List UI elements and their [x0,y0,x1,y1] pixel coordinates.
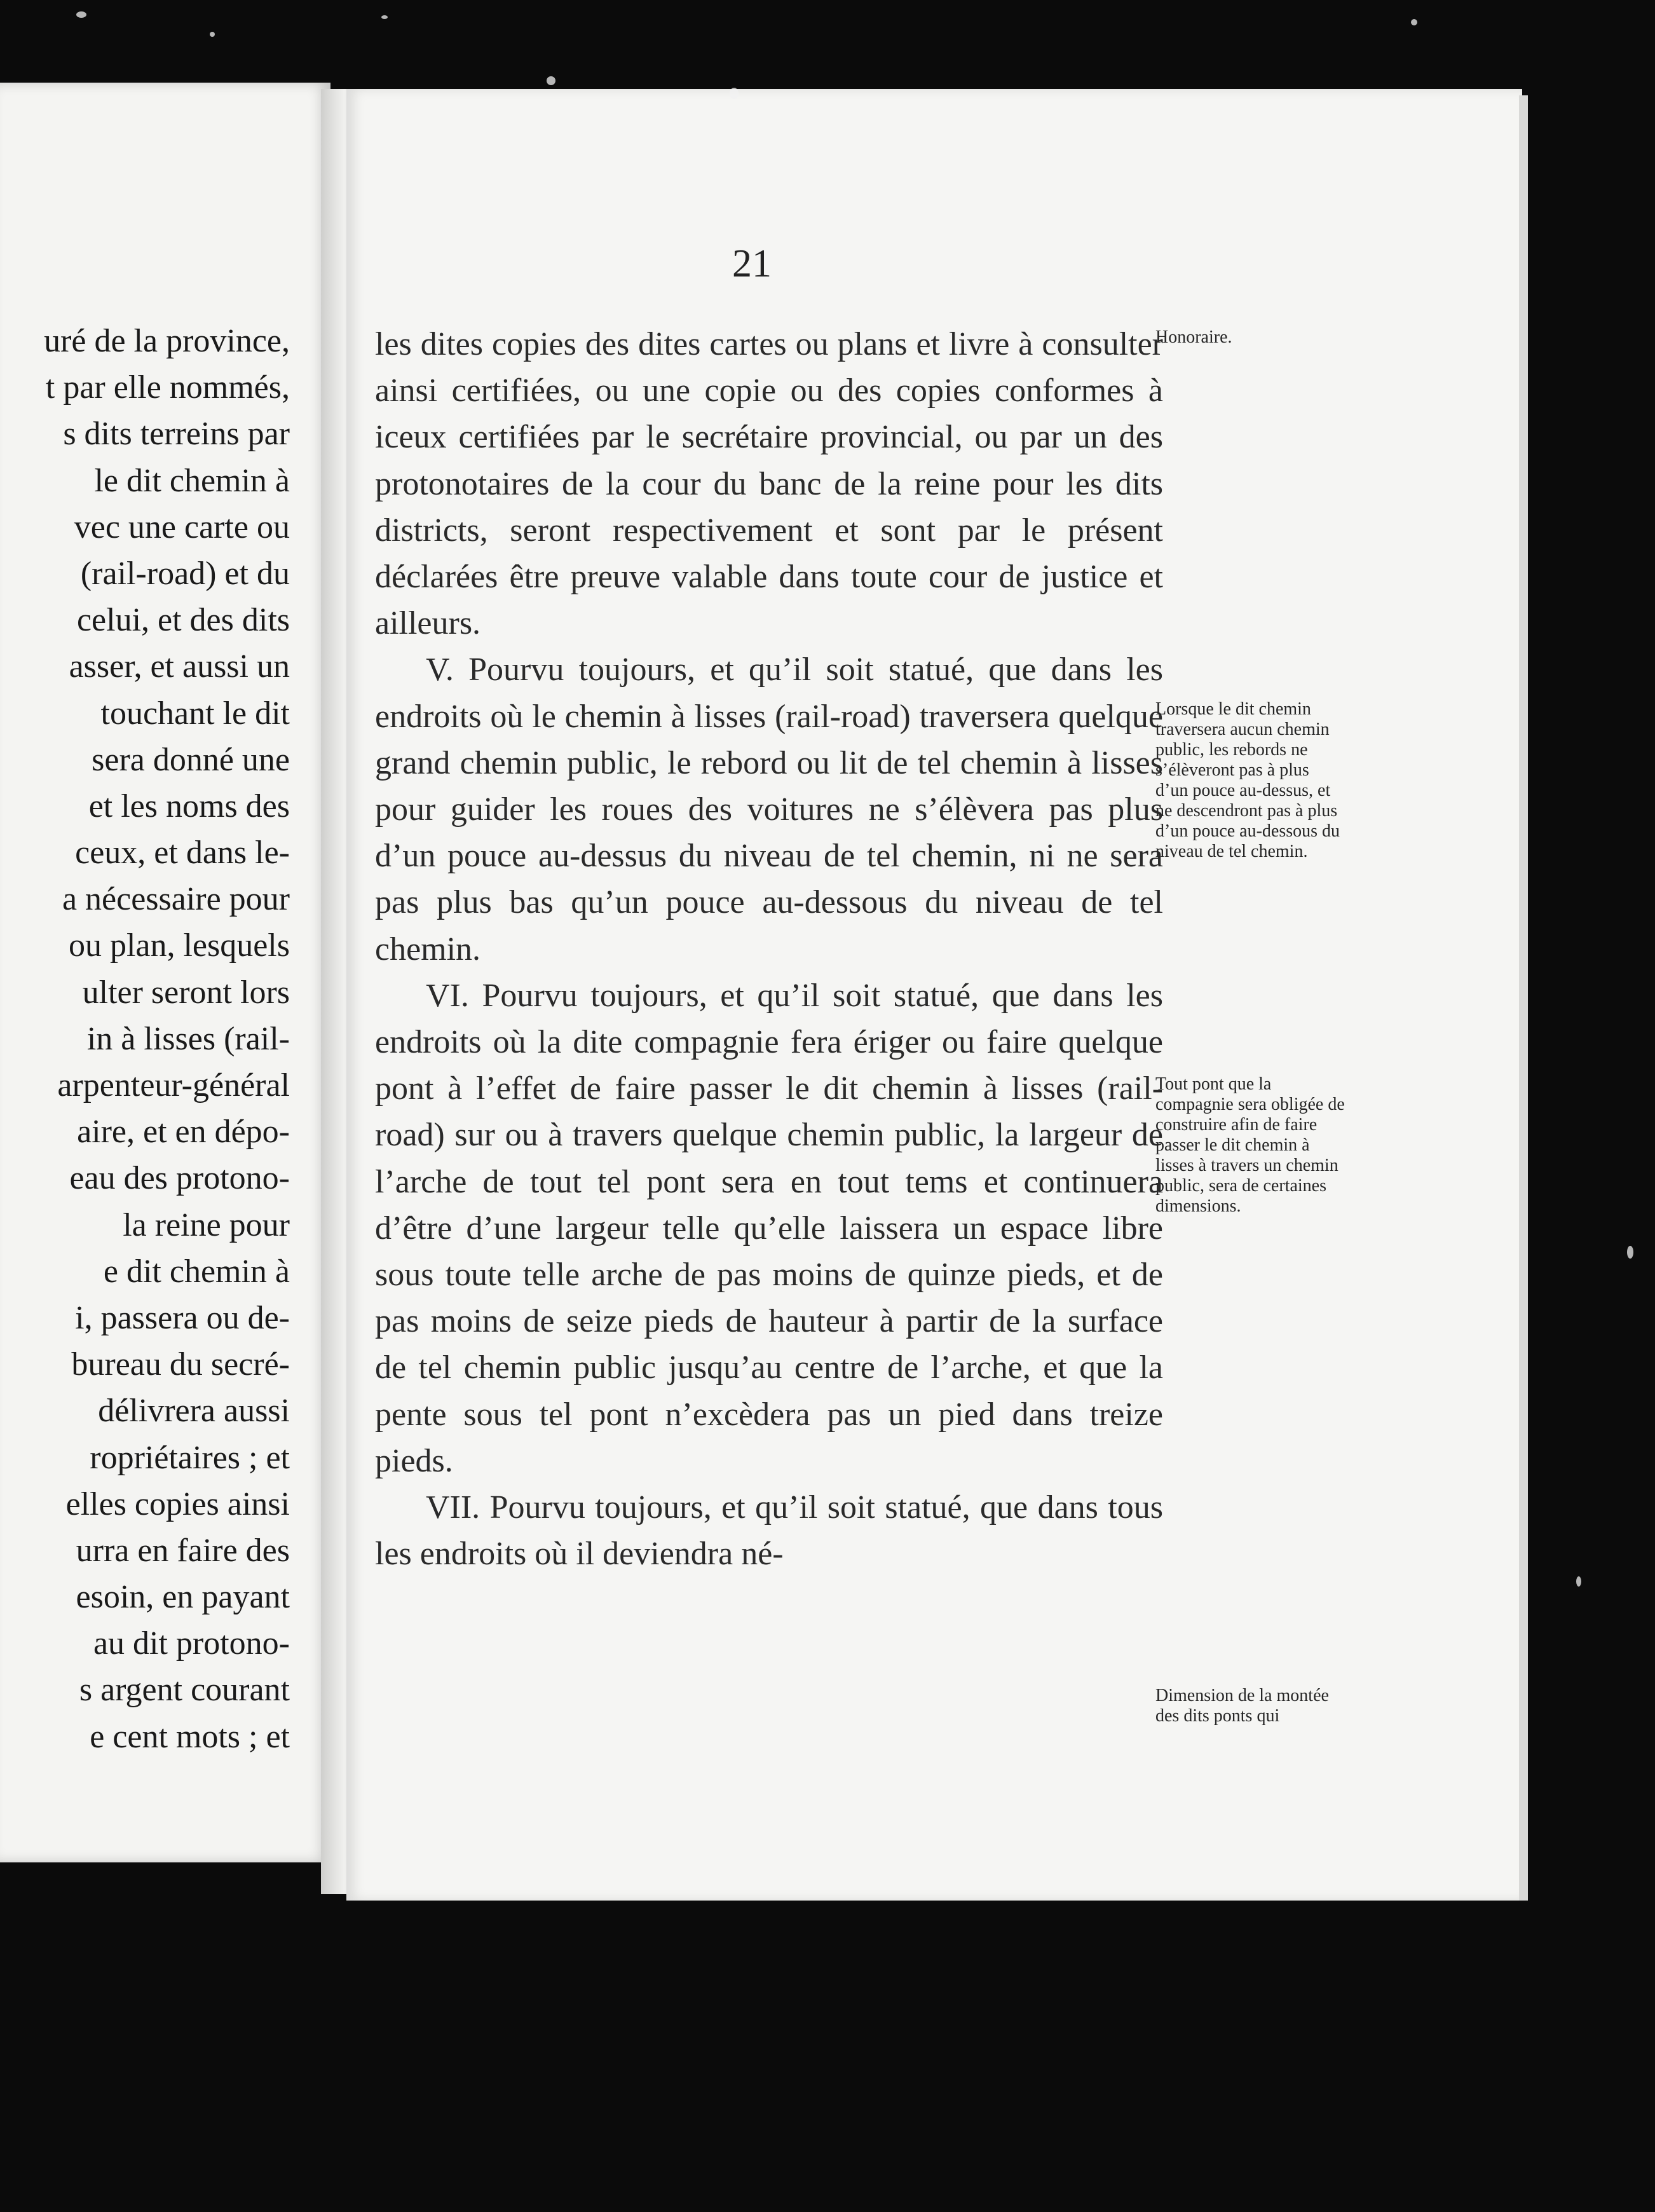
margin-note-dimension: Dimension de la montée des dits ponts qui [1155,1686,1329,1726]
left-page-line: t par elle nommés, [45,369,290,406]
left-page-line: (rail-road) et du [80,555,290,592]
left-page-line: ceux, et dans le- [75,835,290,871]
margin-note-rebords: Lorsque le dit chemin traversera aucun chemin public, les rebords ne s’élèveront pas à plus d’un pouce au-dessus, et ne descendront pas à plus d’un pouce au-dessous du niveau de tel chemin. [1155,699,1340,861]
paragraph-article-vi: VI. Pourvu toujours, et qu’il soit statué, que dans les endroits où la dite compagnie fera ériger ou faire quelque pont à l’effet de faire passer le dit chemin à lisses (rail-road) sur ou à travers quelque chemin public, la largeur de l’arche de tout tel pont sera en tout tems et continuera d’être d’une largeur telle qu’elle laissera un espace libre sous toute telle arche de pas moins de quinze pieds, et de pas moins de seize pieds de hauteur à partir de la surface de tel chemin public jusqu’au centre de l’arche, et que la pente sous tel pont n’excèdera pas un pied dans treize pieds. [375,977,1163,1479]
left-page-line: e dit chemin à [103,1253,290,1290]
margin-note-honoraire: Honoraire. [1155,327,1232,347]
left-page-line: urra en faire des [76,1532,290,1569]
page-number: 21 [732,242,772,285]
left-page-line: s dits terreins par [63,416,290,453]
left-page-line: délivrera aussi [98,1393,290,1430]
body-text [375,321,1163,1577]
paragraph-article-vii: VII. Pourvu toujours, et qu’il soit statué, que dans tous les endroits où il deviendra né- [375,1489,1163,1573]
page-edge [1519,95,1528,1901]
left-page-line: elles copies ainsi [65,1485,290,1522]
left-page-line: in à lisses (rail- [86,1020,290,1057]
left-page-line: le dit chemin à [94,462,290,499]
left-page-line: aire, et en dépo- [77,1114,290,1150]
left-page-line: celui, et des dits [76,602,290,639]
left-page-line: bureau du secré- [71,1346,290,1383]
left-page-line: e cent mots ; et [90,1718,290,1755]
left-page [0,83,330,1862]
left-page-line: la reine pour [123,1206,290,1243]
paragraph: les dites copies des dites cartes ou plans et livre à consulter ainsi certifiées, ou une copie ou des copies conformes à iceux certifiées par le secrétaire provincial, ou par un des protonotaires de la cour du banc de la reine pour les dits districts, seront respectivement et sont par le présent déclarées être preuve valable dans toute cour de justice et ailleurs. [375,326,1163,642]
margin-note-pont: Tout pont que la compagnie sera obligée de construire afin de faire passer le dit chemin à lisses à travers un chemin public, sera de certaines dimensions. [1155,1074,1345,1216]
left-page-line: ropriétaires ; et [90,1439,290,1476]
left-page-line: arpenteur-général [57,1067,290,1103]
left-page-line: au dit protono- [93,1625,290,1662]
paragraph-article-v: V. Pourvu toujours, et qu’il soit statué, que dans les endroits où le chemin à lisses (rail-road) traversera quelque grand chemin public, le rebord ou lit de tel chemin à lisses pour guider les roues des voitures ne s’élèvera pas plus d’un pouce au-dessus du niveau de tel chemin, ni ne sera pas plus bas qu’un pouce au-dessous du niveau de tel chemin. [375,652,1163,967]
left-page-line: sera donné une [92,741,290,778]
left-page-line: s argent courant [79,1672,290,1709]
left-page-line: uré de la province, [44,323,290,359]
left-page-line: ou plan, lesquels [68,927,290,964]
left-page-line: i, passera ou de- [75,1299,290,1336]
left-page-line: ulter seront lors [82,974,290,1011]
left-page-line: eau des protono- [69,1160,290,1197]
left-page-line: asser, et aussi un [69,648,290,685]
left-page-line: a nécessaire pour [62,881,290,918]
left-page-text [0,318,290,1760]
left-page-line: esoin, en payant [76,1579,290,1616]
left-page-line: touchant le dit [100,695,290,732]
left-page-line: vec une carte ou [74,509,290,545]
left-page-line: et les noms des [88,788,290,824]
